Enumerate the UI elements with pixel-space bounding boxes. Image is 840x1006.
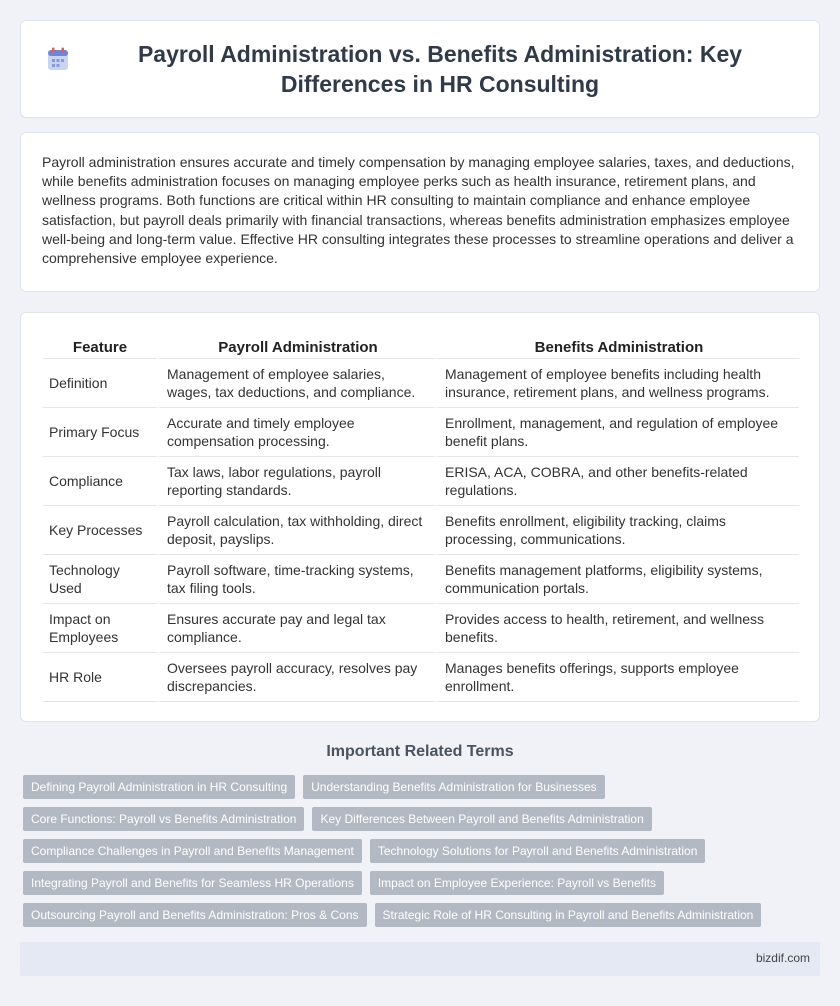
table-row — [43, 457, 799, 506]
feature-cell: Compliance — [43, 457, 157, 506]
related-terms-heading: Important Related Terms — [326, 743, 514, 760]
benefits-cell: Manages benefits offerings, supports employee enrollment. — [435, 653, 799, 702]
feature-cell: Key Processes — [43, 506, 157, 555]
related-term-link[interactable]: Impact on Employee Experience: Payroll vs Benefits — [370, 871, 664, 895]
payroll-cell: Oversees payroll accuracy, resolves pay discrepancies. — [157, 653, 435, 702]
table-row — [43, 359, 799, 408]
related-term-link[interactable]: Strategic Role of HR Consulting in Payroll and Benefits Administration — [375, 903, 762, 927]
header-payroll: Payroll Administration — [157, 333, 435, 359]
tag-row — [23, 903, 823, 927]
intro-card — [20, 132, 820, 292]
comparison-table — [43, 333, 799, 702]
payroll-cell: Payroll software, time-tracking systems, tax filing tools. — [157, 555, 435, 604]
payroll-cell: Ensures accurate pay and legal tax compliance. — [157, 604, 435, 653]
intro-paragraph: Payroll administration ensures accurate and timely compensation by managing employee salaries, taxes, and deductions, while benefits administration focuses on managing employee perks such as health insurance, retirement plans, and wellness programs. Both functions are critical within HR consulting to maintain compliance and enhance employee satisfaction, but payroll deals primarily with financial transactions, whereas benefits administration emphasizes employee well-being and long-term value. Effective HR consulting integrates these processes to streamline operations and deliver a comprehensive employee experience. — [42, 154, 795, 267]
benefits-cell: Management of employee benefits including health insurance, retirement plans, and wellness programs. — [435, 359, 799, 408]
related-term-link[interactable]: Core Functions: Payroll vs Benefits Administration — [23, 807, 304, 831]
feature-cell: Definition — [43, 359, 157, 408]
benefits-cell: Provides access to health, retirement, and wellness benefits. — [435, 604, 799, 653]
tag-row — [23, 871, 823, 895]
related-term-link[interactable]: Integrating Payroll and Benefits for Seamless HR Operations — [23, 871, 362, 895]
related-term-link[interactable]: Understanding Benefits Administration for Businesses — [303, 775, 605, 799]
title-card — [20, 20, 820, 118]
benefits-cell: ERISA, ACA, COBRA, and other benefits-related regulations. — [435, 457, 799, 506]
page-title: Payroll Administration vs. Benefits Administration: Key Differences in HR Consulting — [137, 41, 743, 97]
tag-row — [23, 775, 823, 799]
related-terms-list — [23, 775, 823, 935]
payroll-cell: Accurate and timely employee compensation processing. — [157, 408, 435, 457]
payroll-cell: Tax laws, labor regulations, payroll reporting standards. — [157, 457, 435, 506]
tag-row — [23, 807, 823, 831]
feature-cell: HR Role — [43, 653, 157, 702]
payroll-cell: Management of employee salaries, wages, tax deductions, and compliance. — [157, 359, 435, 408]
benefits-cell: Enrollment, management, and regulation of employee benefit plans. — [435, 408, 799, 457]
table-row — [43, 604, 799, 653]
site-link[interactable]: bizdif.com — [755, 951, 810, 965]
feature-cell: Impact on Employees — [43, 604, 157, 653]
benefits-cell: Benefits enrollment, eligibility tracking, claims processing, communications. — [435, 506, 799, 555]
benefits-cell: Benefits management platforms, eligibility systems, communication portals. — [435, 555, 799, 604]
header-feature: Feature — [43, 333, 157, 359]
payroll-cell: Payroll calculation, tax withholding, direct deposit, payslips. — [157, 506, 435, 555]
table-row — [43, 555, 799, 604]
comparison-table-card — [20, 312, 820, 722]
table-row — [43, 408, 799, 457]
related-term-link[interactable]: Technology Solutions for Payroll and Benefits Administration — [370, 839, 706, 863]
related-term-link[interactable]: Defining Payroll Administration in HR Consulting — [23, 775, 295, 799]
related-term-link[interactable]: Compliance Challenges in Payroll and Benefits Management — [23, 839, 362, 863]
feature-cell: Primary Focus — [43, 408, 157, 457]
footer — [20, 942, 820, 976]
related-term-link[interactable]: Outsourcing Payroll and Benefits Administration: Pros & Cons — [23, 903, 367, 927]
table-row — [43, 653, 799, 702]
related-term-link[interactable]: Key Differences Between Payroll and Benefits Administration — [312, 807, 651, 831]
feature-cell: Technology Used — [43, 555, 157, 604]
table-header-row — [43, 333, 799, 359]
tag-row — [23, 839, 823, 863]
table-row — [43, 506, 799, 555]
header-benefits: Benefits Administration — [435, 333, 799, 359]
